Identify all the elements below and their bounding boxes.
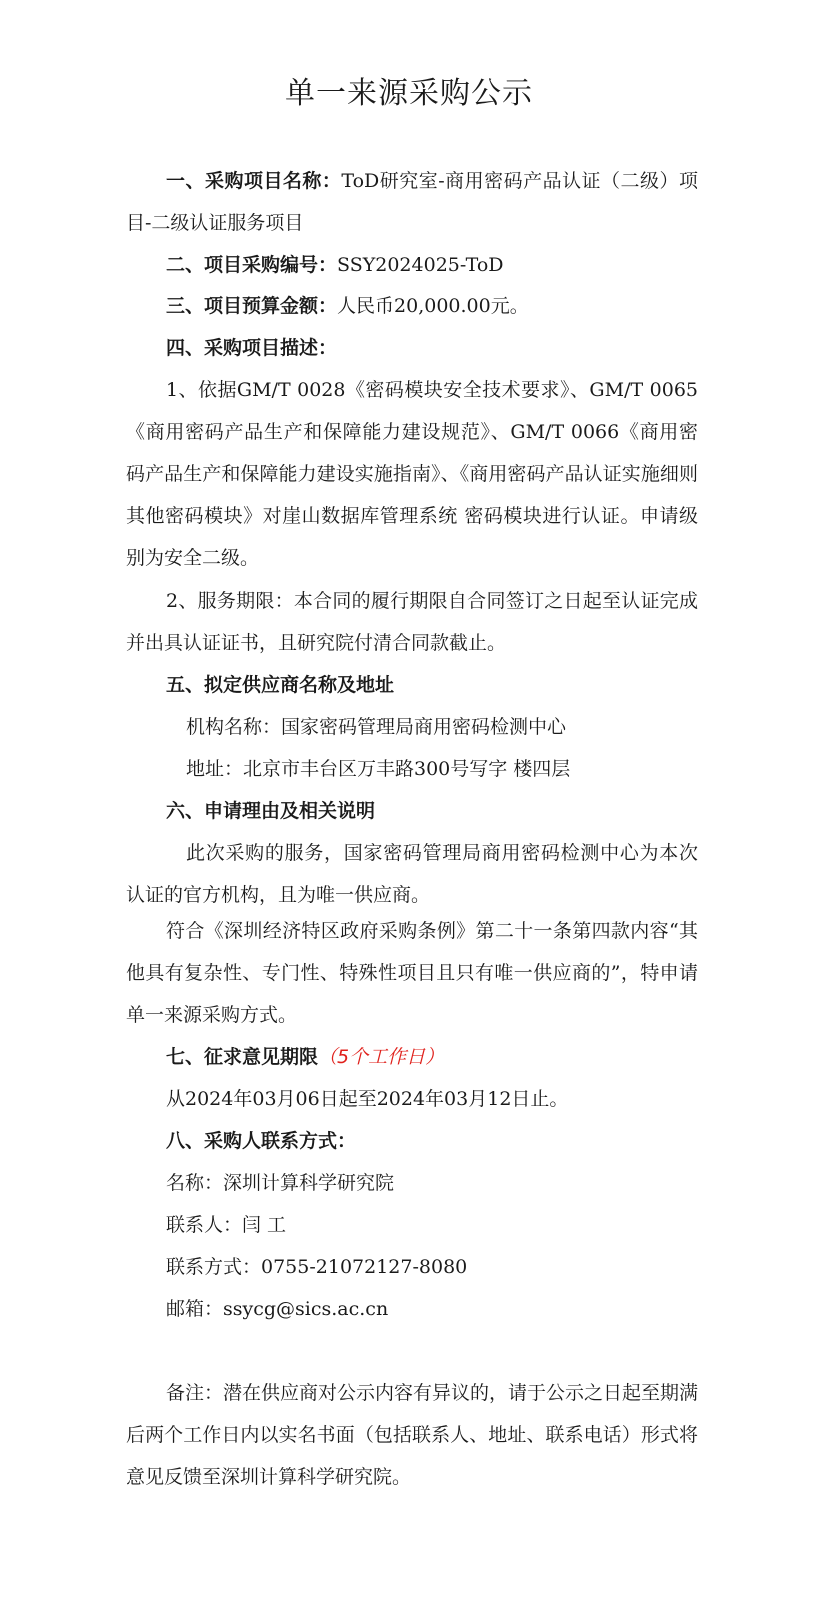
section-reason-label: 六、申请理由及相关说明 <box>166 800 376 822</box>
section-project-name <box>126 160 698 244</box>
section-project-number-value: SSY2024025-ToD <box>337 254 504 276</box>
section-project-number-label: 二、项目采购编号： <box>166 254 338 276</box>
section-reason <box>126 790 698 832</box>
section-supplier-label: 五、拟定供应商名称及地址 <box>166 674 395 696</box>
supplier-org: 机构名称：国家密码管理局商用密码检测中心 <box>186 716 567 738</box>
section-budget-label: 三、项目预算金额： <box>166 295 338 317</box>
section-project-name-label: 一、采购项目名称： <box>166 170 342 192</box>
description-item-1: 1、依据GM/T 0028《密码模块安全技术要求》、GM/T 0065《商用密码产品生产和保障能力建设规范》、GM/T 0066《商用密码产品生产和保障能力建设实施指南》、《商用密码产品认证实施细则其他密码模块》对崖山数据库管理系统 密码模块进行认证。申请级别为安全二级。 <box>126 379 698 569</box>
comment-period-dates: 从2024年03月06日起至2024年03月12日止。 <box>166 1088 569 1110</box>
section-description <box>126 327 698 369</box>
section-budget-value: 人民币20,000.00元。 <box>337 295 529 317</box>
remark-paragraph: 备注：潜在供应商对公示内容有异议的，请于公示之日起至期满后两个工作日内以实名书面（包括联系人、地址、联系电话）形式将意见反馈至深圳计算科学研究院。 <box>126 1382 699 1488</box>
section-comment-period <box>126 1036 698 1078</box>
comment-period-note: （5个工作日） <box>318 1046 445 1068</box>
section-project-number <box>126 244 698 286</box>
section-contact <box>126 1120 698 1162</box>
reason-paragraph-1: 此次采购的服务，国家密码管理局商用密码检测中心为本次认证的官方机构，且为唯一供应商。 <box>126 842 698 906</box>
section-description-label: 四、采购项目描述： <box>166 337 338 359</box>
reason-paragraph-2: 符合《深圳经济特区政府采购条例》第二十一条第四款内容“其他具有复杂性、专门性、特殊性项目且只有唯一供应商的”，特申请单一来源采购方式。 <box>126 920 698 1026</box>
contact-name: 名称：深圳计算科学研究院 <box>166 1172 395 1194</box>
description-item-2: 2、服务期限：本合同的履行期限自合同签订之日起至认证完成并出具认证证书，且研究院付清合同款截止。 <box>126 590 698 654</box>
supplier-address: 地址：北京市丰台区万丰路300号写字 楼四层 <box>186 758 571 780</box>
section-comment-period-label: 七、征求意见期限 <box>166 1046 319 1068</box>
section-supplier <box>126 664 698 706</box>
section-budget <box>126 285 698 327</box>
page-title: 单一来源采购公示 <box>285 76 533 111</box>
contact-email: 邮箱：ssycg@sics.ac.cn <box>166 1298 389 1320</box>
section-contact-label: 八、采购人联系方式： <box>166 1130 357 1152</box>
contact-person: 联系人：闫 工 <box>166 1214 287 1236</box>
contact-phone: 联系方式：0755-21072127-8080 <box>166 1256 468 1278</box>
section-project-name-value: ToD研究室-商用密码产品认证（二级）项目-二级认证服务项目 <box>126 170 698 234</box>
